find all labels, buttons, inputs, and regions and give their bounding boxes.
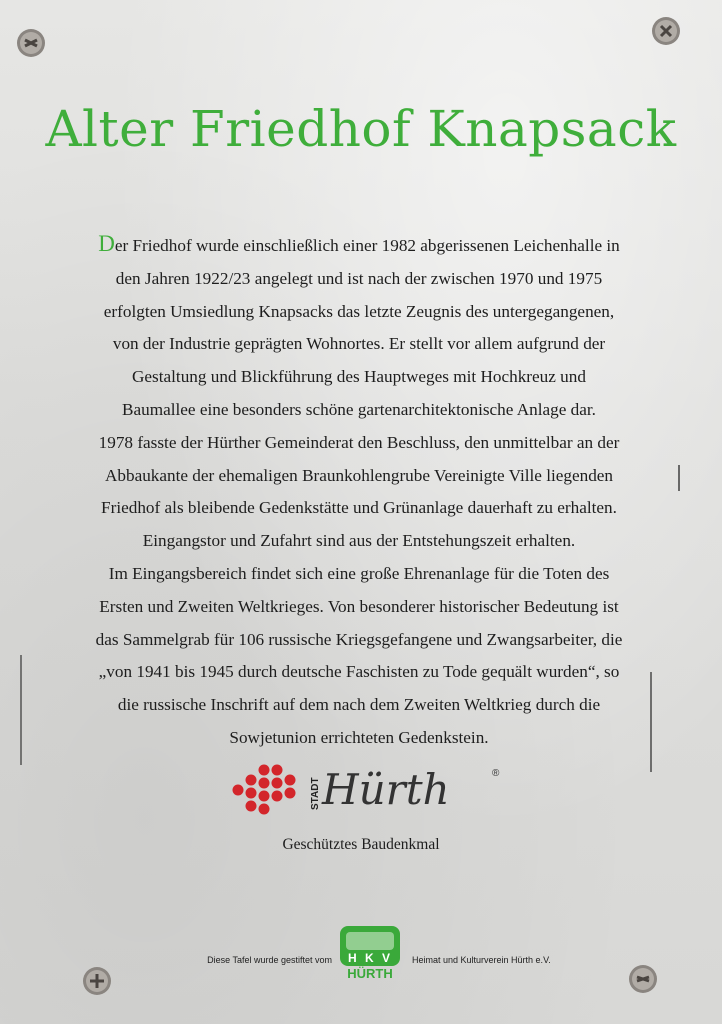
text-line: Der Friedhof wurde einschließlich einer 1982 abgerissenen Leichenhalle in <box>98 231 620 256</box>
huerth-logo-icon <box>226 752 526 822</box>
hkv-logo-icon <box>338 924 402 980</box>
hkv-letter: K <box>365 951 374 965</box>
screw-top-right-icon <box>649 14 683 48</box>
logo-registered-mark: ® <box>492 768 500 779</box>
text-line: Im Eingangsbereich findet sich eine große Ehrenanlage für die Toten des <box>108 563 610 583</box>
text-line: Gestaltung und Blickführung des Hauptweges mit Hochkreuz und <box>132 367 586 387</box>
logo-dot-cluster <box>233 765 296 815</box>
monument-status: Geschütztes Baudenkmal <box>282 836 440 853</box>
text-line: von der Industrie geprägten Wohnortes. Er stellt vor allem aufgrund der <box>112 334 606 354</box>
drop-cap: D <box>98 231 115 256</box>
association-name: Heimat und Kulturverein Hürth e.V. <box>412 955 551 965</box>
text-line: 1978 fasste der Hürther Gemeinderat den Beschluss, den unmittelbar an der <box>98 432 620 452</box>
text-line: Abbaukante der ehemaligen Braunkohlengrube Vereinigte Ville liegenden <box>104 465 614 485</box>
text-line: Baumallee eine besonders schöne gartenarchitektonische Anlage dar. <box>122 399 596 419</box>
scratch-mark <box>20 655 22 765</box>
plaque-text <box>44 228 674 755</box>
hkv-letter: H <box>348 951 357 965</box>
text-line: „von 1941 bis 1945 durch deutsche Faschisten zu Tode gequält wurden“, so <box>98 662 620 682</box>
screw-bottom-right-icon <box>626 962 660 996</box>
text-line: Eingangstor und Zufahrt sind aus der Entstehungszeit erhalten. <box>142 531 576 551</box>
hkv-name: HÜRTH <box>347 966 393 980</box>
stadt-huerth-logo <box>226 752 526 822</box>
donor-note: Diese Tafel wurde gestiftet vom <box>207 955 332 965</box>
text-line: Friedhof als bleibende Gedenkstätte und Grünanlage dauerhaft zu erhalten. <box>101 498 617 518</box>
screw-bottom-left-icon <box>80 964 114 998</box>
text-line: das Sammelgrab für 106 russische Kriegsgefangene und Zwangsarbeiter, die <box>95 629 623 649</box>
text-line: Sowjetunion errichteten Gedenkstein. <box>229 727 489 747</box>
text-line: erfolgten Umsiedlung Knapsacks das letzte Zeugnis des untergegangenen, <box>103 301 615 321</box>
scratch-mark <box>678 465 680 491</box>
logo-stadt-text: STADT <box>310 777 321 810</box>
screw-top-left-icon <box>14 26 48 60</box>
text-line: den Jahren 1922/23 angelegt und ist nach der zwischen 1970 und 1975 <box>115 268 603 288</box>
text-line: die russische Inschrift auf dem nach dem Zweiten Weltkrieg durch die <box>117 695 601 715</box>
text-line: Ersten und Zweiten Weltkrieges. Von besonderer historischer Bedeutung ist <box>99 596 619 616</box>
logo-name-text: Hürth <box>322 765 450 814</box>
plaque-title: Alter Friedhof Knapsack <box>45 100 677 158</box>
hkv-letter: V <box>382 951 391 965</box>
